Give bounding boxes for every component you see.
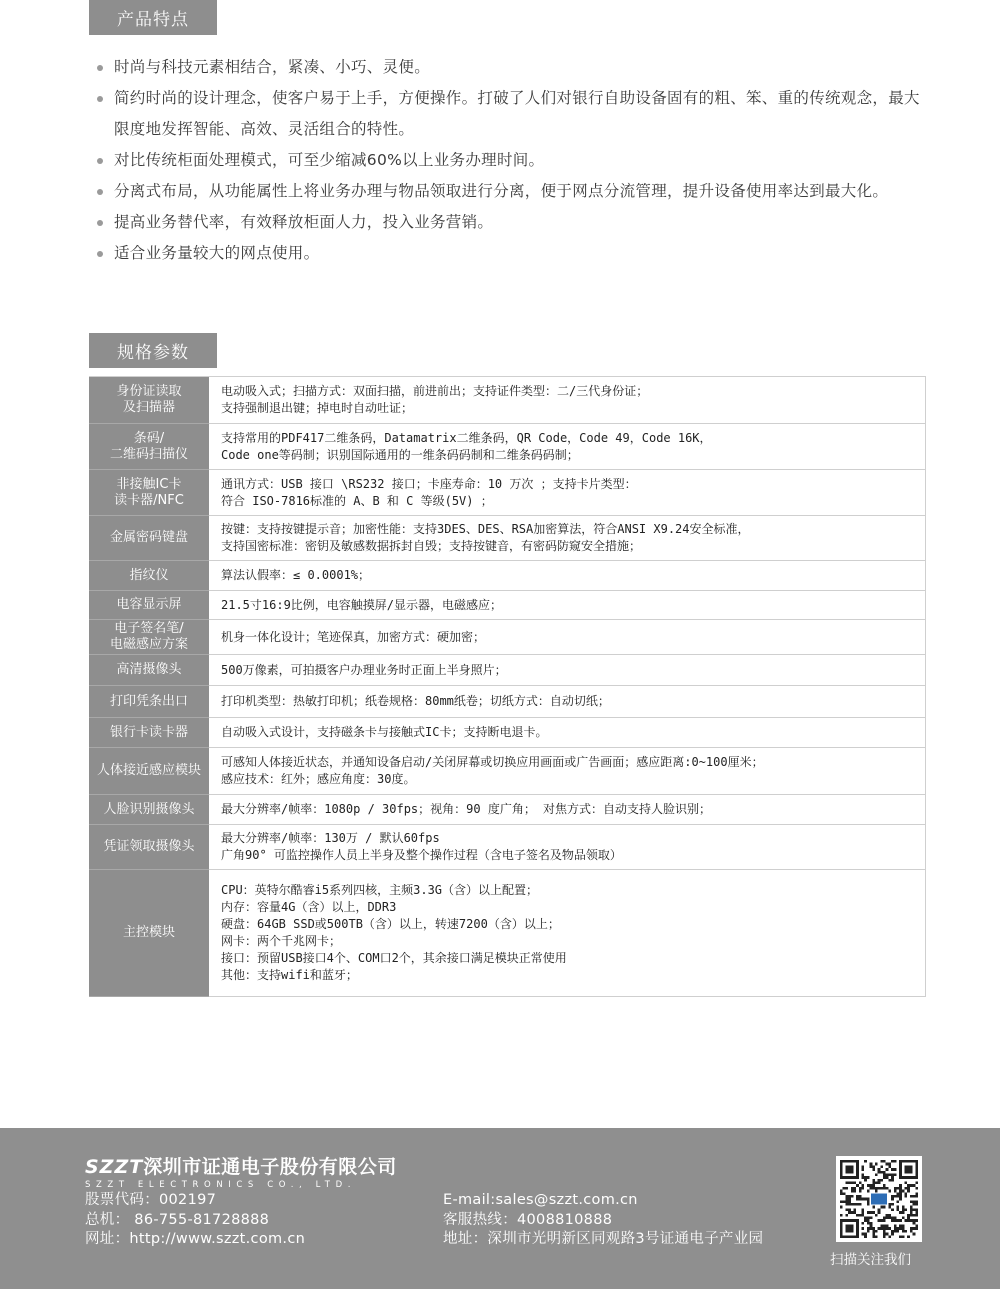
feature-text: 对比传统柜面处理模式，可至少缩减60%以上业务办理时间。 bbox=[114, 151, 545, 169]
spec-value bbox=[209, 825, 926, 869]
spec-label: 人脸识别摄像头 bbox=[89, 795, 209, 825]
bullet-icon bbox=[97, 220, 103, 226]
address: 地址：深圳市光明新区同观路3号证通电子产业园 bbox=[443, 1231, 764, 1247]
spec-value-line: 机身一体化设计；笔迹保真，加密方式：硬加密； bbox=[221, 629, 486, 644]
spec-value-line: 感应技术：红外；感应角度：30度。 bbox=[221, 772, 416, 786]
bullet-icon bbox=[97, 251, 103, 257]
spec-value-line: 按键：支持按键提示音；加密性能：支持3DES、DES、RSA加密算法，符合ANSI X9.24安全标准， bbox=[221, 522, 750, 536]
feature-item bbox=[95, 52, 935, 83]
spec-row bbox=[89, 795, 926, 825]
spec-value-line: 支持常用的PDF417二维条码，Datamatrix二维条码，QR Code，Code 49，Code 16K， bbox=[221, 430, 712, 445]
spec-value bbox=[209, 470, 926, 515]
spec-value-line: 广角90° 可监控操作人员上半身及整个操作过程（含电子签名及物品领取） bbox=[221, 848, 622, 862]
feature-text: 时尚与科技元素相结合，紧凑、小巧、灵便。 bbox=[114, 58, 431, 76]
spec-value bbox=[209, 795, 926, 824]
spec-value bbox=[209, 591, 926, 619]
spec-label: 打印凭条出口 bbox=[89, 686, 209, 718]
spec-value-line: 内存：容量4G（含）以上，DDR3 bbox=[221, 900, 397, 914]
spec-value-line: 通讯方式：USB 接口 \RS232 接口；卡座寿命：10 万次 ；支持卡片类型： bbox=[221, 476, 637, 491]
spec-value-line: Code one等码制；识别国际通用的一维条码码制和二维条码码制； bbox=[221, 447, 579, 462]
spec-value bbox=[209, 516, 926, 560]
spec-label: 高清摄像头 bbox=[89, 655, 209, 686]
spec-label: 指纹仪 bbox=[89, 561, 209, 591]
feature-item bbox=[95, 145, 935, 176]
brand-mark: SZZT bbox=[85, 1156, 144, 1178]
spec-row bbox=[89, 718, 926, 748]
spec-value-line: 支持国密标准：密钥及敏感数据拆封自毁；支持按键音，有密码防窥安全措施； bbox=[221, 539, 642, 553]
contact-right bbox=[443, 1191, 763, 1250]
spec-label: 身份证读取 及扫描器 bbox=[89, 377, 209, 424]
qr-code-icon[interactable] bbox=[836, 1156, 922, 1242]
spec-row bbox=[89, 870, 926, 997]
switchboard-phone: 总机： 86-755-81728888 bbox=[85, 1211, 270, 1228]
spec-value bbox=[209, 718, 926, 747]
hotline-phone: 客服热线：4008810888 bbox=[443, 1211, 613, 1228]
specs-table bbox=[89, 376, 926, 997]
spec-row bbox=[89, 825, 926, 870]
spec-value bbox=[209, 620, 926, 654]
spec-value-line: 接口：预留USB接口4个、COM口2个，其余接口满足模块正常使用 bbox=[221, 951, 567, 965]
spec-value bbox=[209, 561, 926, 590]
spec-label: 电容显示屏 bbox=[89, 591, 209, 620]
spec-row bbox=[89, 620, 926, 655]
feature-text: 适合业务量较大的网点使用。 bbox=[114, 244, 320, 262]
spec-value-line: 算法认假率：≤ 0.0001%； bbox=[221, 568, 371, 582]
spec-value-line: 21.5寸16:9比例，电容触摸屏/显示器，电磁感应； bbox=[221, 597, 503, 612]
feature-item bbox=[95, 238, 935, 269]
website-link[interactable]: 网址：http://www.szzt.com.cn bbox=[85, 1231, 306, 1247]
spec-label: 凭证领取摄像头 bbox=[89, 825, 209, 870]
spec-value-line: 最大分辨率/帧率：1080p / 30fps；视角：90 度广角； 对焦方式：自动支持人脸识别； bbox=[221, 802, 712, 816]
feature-item bbox=[95, 83, 935, 145]
spec-value-line: 可感知人体接近状态，并通知设备启动/关闭屏幕或切换应用画面或广告画面；感应距离:0~100厘米； bbox=[221, 755, 764, 769]
spec-value-line: 打印机类型：热敏打印机；纸卷规格：80mm纸卷；切纸方式：自动切纸； bbox=[221, 694, 610, 708]
spec-value bbox=[209, 870, 926, 996]
feature-text: 简约时尚的设计理念，使客户易于上手，方便操作。打破了人们对银行自助设备固有的粗、笨、重的传统观念，最大限度地发挥智能、高效、灵活组合的特性。 bbox=[114, 89, 920, 138]
spec-value bbox=[209, 686, 926, 717]
spec-value-line: 自动吸入式设计，支持磁条卡与接触式IC卡；支持断电退卡。 bbox=[221, 725, 548, 739]
spec-row bbox=[89, 516, 926, 561]
company-name: 深圳市证通电子股份有限公司 bbox=[143, 1156, 397, 1178]
spec-row bbox=[89, 591, 926, 620]
spec-value-line: 符合 ISO-7816标准的 A、B 和 C 等级(5V) ； bbox=[221, 493, 493, 508]
spec-value-line: 支持强制退出键；掉电时自动吐证； bbox=[221, 401, 414, 415]
feature-text: 分离式布局，从功能属性上将业务办理与物品领取进行分离，便于网点分流管理，提升设备使用率达到最大化。 bbox=[114, 182, 889, 200]
spec-label: 条码/ 二维码扫描仪 bbox=[89, 424, 209, 470]
spec-value-line: 500万像素，可拍摄客户办理业务时正面上半身照片； bbox=[221, 662, 507, 677]
spec-value-line: CPU：英特尔酷睿i5系列四核，主频3.3G（含）以上配置； bbox=[221, 883, 539, 897]
spec-row bbox=[89, 686, 926, 718]
spec-value-line: 硬盘：64GB SSD或500TB（含）以上，转速7200（含）以上； bbox=[221, 917, 560, 931]
stock-code: 股票代码：002197 bbox=[85, 1192, 217, 1208]
feature-item bbox=[95, 207, 935, 238]
features-section-title: 产品特点 bbox=[89, 0, 217, 35]
features-list bbox=[95, 52, 935, 269]
spec-row bbox=[89, 748, 926, 795]
spec-label: 非接触IC卡 读卡器/NFC bbox=[89, 470, 209, 516]
spec-label: 主控模块 bbox=[89, 870, 209, 997]
company-logo bbox=[85, 1152, 397, 1190]
spec-value-line: 网卡：两个千兆网卡； bbox=[221, 934, 342, 948]
bullet-icon bbox=[97, 158, 103, 164]
email-link[interactable]: E-mail:sales@szzt.com.cn bbox=[443, 1192, 638, 1208]
feature-item bbox=[95, 176, 935, 207]
spec-value-line: 最大分辨率/帧率：130万 / 默认60fps bbox=[221, 831, 440, 845]
bullet-icon bbox=[97, 65, 103, 71]
bullet-icon bbox=[97, 189, 103, 195]
spec-row bbox=[89, 377, 926, 424]
company-name-en: SZZT ELECTRONICS CO., LTD. bbox=[85, 1180, 357, 1190]
spec-value bbox=[209, 748, 926, 794]
spec-value bbox=[209, 424, 926, 469]
spec-value-line: 其他：支持wifi和蓝牙； bbox=[221, 968, 358, 982]
spec-row bbox=[89, 470, 926, 516]
specs-section-title: 规格参数 bbox=[89, 333, 217, 368]
bullet-icon bbox=[97, 96, 103, 102]
spec-value bbox=[209, 655, 926, 685]
footer bbox=[0, 1128, 1000, 1289]
spec-row bbox=[89, 655, 926, 686]
spec-label: 金属密码键盘 bbox=[89, 516, 209, 561]
spec-row bbox=[89, 424, 926, 470]
spec-value-line: 电动吸入式；扫描方式：双面扫描，前进前出；支持证件类型：二/三代身份证； bbox=[221, 384, 649, 398]
qr-caption: 扫描关注我们 bbox=[830, 1252, 911, 1268]
spec-row bbox=[89, 561, 926, 591]
spec-value bbox=[209, 377, 926, 423]
spec-label: 电子签名笔/ 电磁感应方案 bbox=[89, 620, 209, 655]
spec-label: 银行卡读卡器 bbox=[89, 718, 209, 748]
spec-label: 人体接近感应模块 bbox=[89, 748, 209, 795]
feature-text: 提高业务替代率，有效释放柜面人力，投入业务营销。 bbox=[114, 213, 494, 231]
contact-left bbox=[85, 1191, 305, 1250]
